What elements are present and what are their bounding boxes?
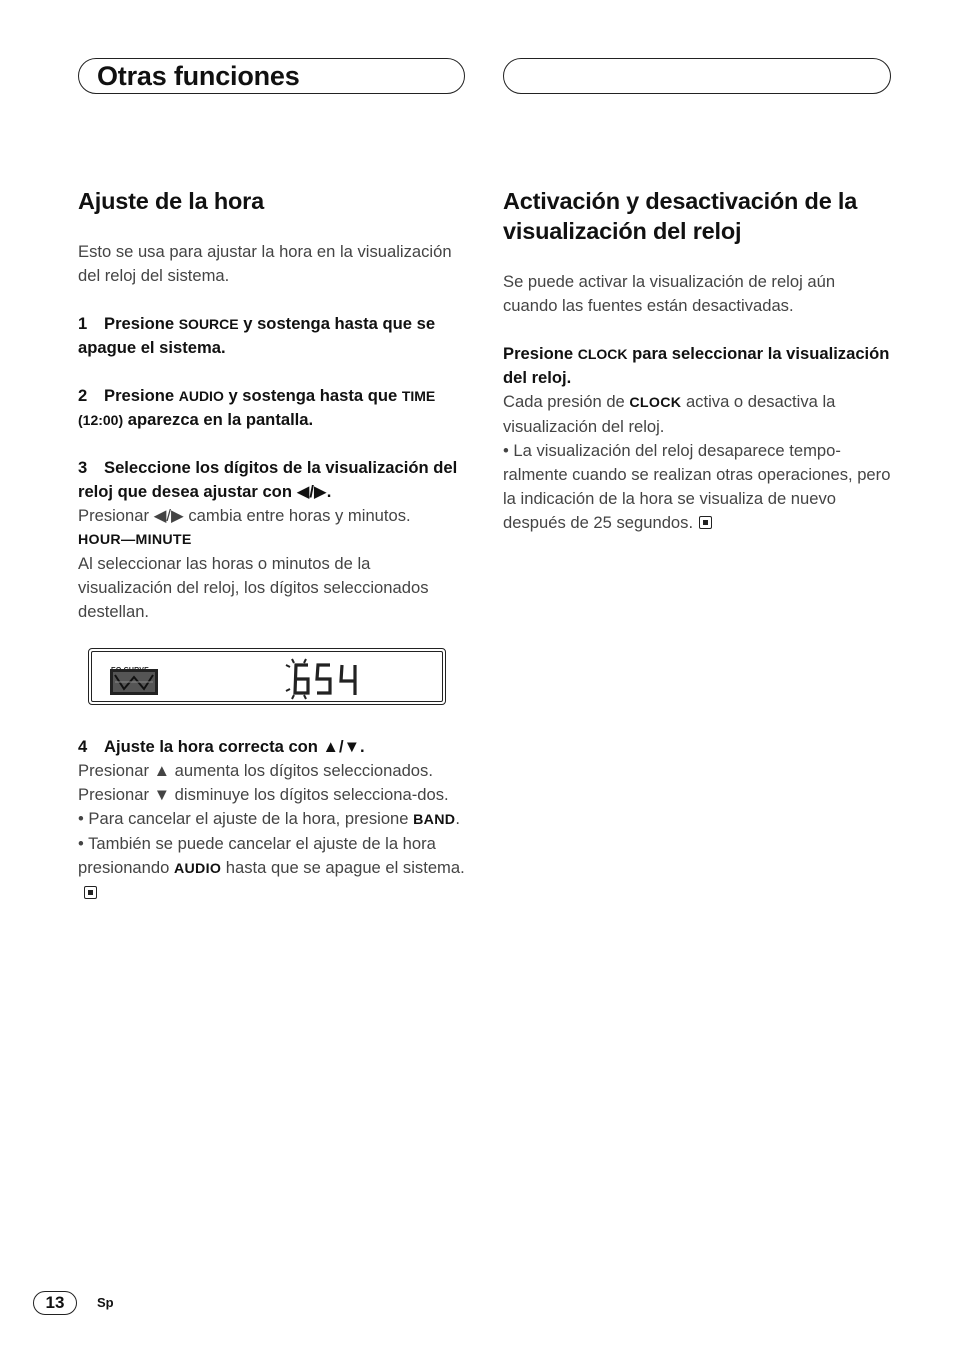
lcd-display-illustration	[88, 648, 446, 705]
step-3: 3 Seleccione los dígitos de la visualización del reloj que desea ajustar con ◀/▶.	[78, 458, 458, 501]
step-number: 1	[78, 314, 88, 333]
language-code: Sp	[97, 1295, 114, 1310]
step-4-body-2: Presionar ▼ disminuye los dígitos selecciona-dos.	[78, 785, 449, 804]
step-4-body-1: Presionar ▲ aumenta los dígitos seleccionados.	[78, 761, 433, 780]
section-title: Otras funciones	[97, 61, 300, 91]
clock-digits	[284, 655, 374, 710]
step-3-body-2: Al seleccionar las horas o minutos de la visualización del reloj, los dígitos seleccionados destellan.	[78, 554, 429, 621]
right-column	[503, 186, 893, 535]
key-clock: CLOCK	[629, 395, 682, 411]
end-of-section-icon	[699, 516, 712, 529]
key-band: BAND	[413, 812, 456, 828]
key-audio: AUDIO	[173, 861, 222, 877]
step-number: 3	[78, 458, 88, 477]
bullet-cancel-band: • Para cancelar el ajuste de la hora, presione BAND.	[78, 809, 460, 828]
step-number: 4	[78, 737, 88, 756]
key-source: SOURCE	[178, 316, 239, 332]
empty-title-tab	[503, 58, 891, 94]
step-1: 1 Presione SOURCE y sostenga hasta que se apague el sistema.	[78, 314, 436, 357]
key-audio: AUDIO	[178, 388, 224, 404]
eq-curve-graphic	[110, 669, 158, 695]
key-clock: CLOCK	[577, 346, 628, 362]
bullet-cancel-audio: • También se puede cancelar el ajuste de la hora presionando AUDIO hasta que se apague el sistema.	[78, 832, 468, 905]
page-number: 13	[33, 1291, 77, 1315]
end-of-section-icon	[84, 886, 97, 899]
section-title-tab	[78, 58, 465, 94]
key-time: TIME (12:00)	[78, 388, 436, 428]
step-number: 2	[78, 386, 88, 405]
step-4: 4 Ajuste la hora correcta con ▲/▼.	[78, 735, 468, 759]
intro-paragraph: Se puede activar la visualización de reloj aún cuando las fuentes están desactivadas.	[503, 272, 836, 315]
instruction-body: Cada presión de CLOCK activa o desactiva la visualización del reloj.	[503, 392, 836, 436]
step-3-keys: HOUR—MINUTE	[78, 532, 192, 548]
step-2: 2 Presione AUDIO y sostenga hasta que TIME (12:00) aparezca en la pantalla.	[78, 386, 436, 429]
intro-paragraph: Esto se usa para ajustar la hora en la visualización del reloj del sistema.	[78, 242, 452, 285]
instruction: Presione CLOCK para seleccionar la visualización del reloj.	[503, 344, 890, 387]
heading-ajuste-hora: Ajuste de la hora	[78, 188, 264, 214]
left-column	[78, 186, 468, 905]
bullet-clock-note: • La visualización del reloj desaparece tempo-ralmente cuando se realizan otras operaciones, pero la indicación de la hora se visualiza de nuevo después de 25 segundos.	[503, 441, 891, 532]
step-3-body-1: Presionar ◀/▶ cambia entre horas y minutos.	[78, 506, 411, 525]
heading-activacion-reloj: Activación y desactivación de la visualización del reloj	[503, 188, 858, 244]
